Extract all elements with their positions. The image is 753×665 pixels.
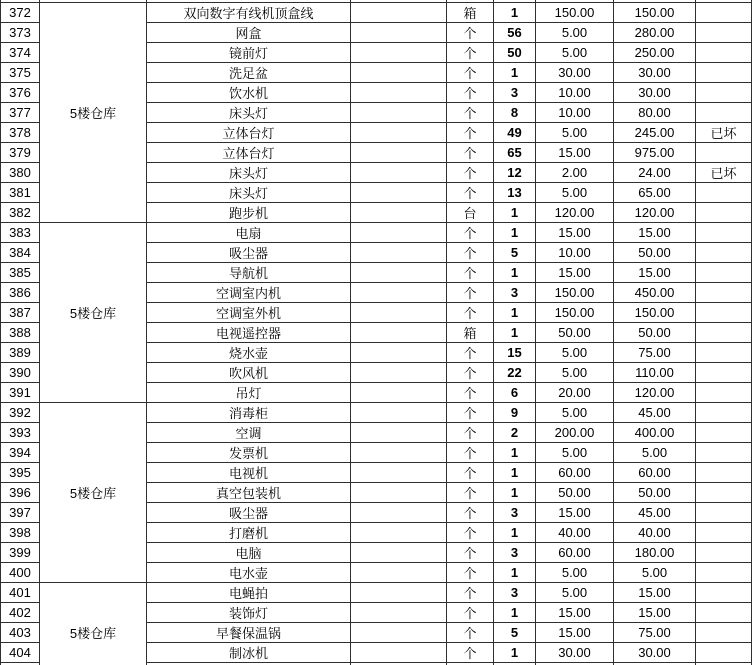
total-price-cell[interactable]: 110.00 [614,362,696,382]
note-cell[interactable] [696,502,752,522]
serial-cell[interactable]: 401 [1,582,40,602]
note-cell[interactable] [696,102,752,122]
total-price-cell[interactable]: 50.00 [614,482,696,502]
quantity-cell[interactable]: 1 [494,442,536,462]
unit-price-cell[interactable]: 150.00 [536,2,614,22]
unit-price-cell[interactable]: 20.00 [536,382,614,402]
total-price-cell[interactable]: 975.00 [614,142,696,162]
note-cell[interactable]: 已坏 [696,122,752,142]
unit-cell[interactable]: 个 [447,622,494,642]
unit-price-cell[interactable]: 5.00 [536,42,614,62]
item-name-cell[interactable]: 床头灯 [147,102,351,122]
unit-cell[interactable]: 个 [447,442,494,462]
unit-price-cell[interactable]: 15.00 [536,602,614,622]
total-price-cell[interactable]: 50.00 [614,242,696,262]
serial-cell[interactable]: 394 [1,442,40,462]
unit-price-cell[interactable]: 15.00 [536,622,614,642]
serial-cell[interactable]: 393 [1,422,40,442]
unit-cell[interactable]: 箱 [447,2,494,22]
quantity-cell[interactable]: 1 [494,522,536,542]
item-name-cell[interactable]: 消毒柜 [147,402,351,422]
spec-cell[interactable] [351,2,447,22]
spec-cell[interactable] [351,522,447,542]
total-price-cell[interactable]: 250.00 [614,42,696,62]
unit-price-cell[interactable]: 5.00 [536,582,614,602]
spec-cell[interactable] [351,422,447,442]
quantity-cell[interactable]: 3 [494,542,536,562]
note-cell[interactable] [696,362,752,382]
quantity-cell[interactable]: 1 [494,302,536,322]
quantity-cell[interactable]: 15 [494,342,536,362]
quantity-cell[interactable]: 2 [494,422,536,442]
item-name-cell[interactable]: 洗足盆 [147,62,351,82]
note-cell[interactable] [696,522,752,542]
quantity-cell[interactable]: 65 [494,142,536,162]
quantity-cell[interactable]: 1 [494,482,536,502]
spec-cell[interactable] [351,282,447,302]
total-price-cell[interactable]: 45.00 [614,502,696,522]
serial-cell[interactable]: 381 [1,182,40,202]
note-cell[interactable] [696,382,752,402]
note-cell[interactable] [696,142,752,162]
unit-cell[interactable]: 个 [447,262,494,282]
total-price-cell[interactable]: 120.00 [614,202,696,222]
quantity-cell[interactable]: 5 [494,242,536,262]
serial-cell[interactable]: 391 [1,382,40,402]
unit-price-cell[interactable]: 50.00 [536,322,614,342]
total-price-cell[interactable]: 280.00 [614,22,696,42]
quantity-cell[interactable]: 12 [494,162,536,182]
unit-price-cell[interactable]: 5.00 [536,342,614,362]
spec-cell[interactable] [351,162,447,182]
total-price-cell[interactable]: 450.00 [614,282,696,302]
total-price-cell[interactable]: 75.00 [614,342,696,362]
item-name-cell[interactable]: 吸尘器 [147,502,351,522]
spec-cell[interactable] [351,502,447,522]
spec-cell[interactable] [351,382,447,402]
unit-price-cell[interactable]: 200.00 [536,422,614,442]
unit-price-cell[interactable]: 30.00 [536,642,614,662]
spec-cell[interactable] [351,622,447,642]
serial-cell[interactable]: 386 [1,282,40,302]
serial-cell[interactable]: 389 [1,342,40,362]
unit-cell[interactable]: 个 [447,462,494,482]
serial-cell[interactable]: 374 [1,42,40,62]
note-cell[interactable] [696,302,752,322]
quantity-cell[interactable]: 1 [494,462,536,482]
serial-cell[interactable]: 395 [1,462,40,482]
unit-cell[interactable]: 个 [447,142,494,162]
unit-cell[interactable]: 个 [447,642,494,662]
serial-cell[interactable]: 377 [1,102,40,122]
serial-cell[interactable]: 403 [1,622,40,642]
spec-cell[interactable] [351,142,447,162]
unit-price-cell[interactable]: 50.00 [536,482,614,502]
spec-cell[interactable] [351,402,447,422]
total-price-cell[interactable]: 30.00 [614,62,696,82]
unit-cell[interactable]: 个 [447,122,494,142]
note-cell[interactable] [696,222,752,242]
item-name-cell[interactable]: 跑步机 [147,202,351,222]
note-cell[interactable] [696,582,752,602]
location-cell[interactable]: 5楼仓库 [40,402,147,582]
serial-cell[interactable]: 375 [1,62,40,82]
serial-cell[interactable]: 382 [1,202,40,222]
spec-cell[interactable] [351,362,447,382]
serial-cell[interactable]: 399 [1,542,40,562]
unit-price-cell[interactable]: 15.00 [536,502,614,522]
serial-cell[interactable]: 404 [1,642,40,662]
unit-price-cell[interactable]: 5.00 [536,182,614,202]
unit-cell[interactable]: 个 [447,402,494,422]
spec-cell[interactable] [351,242,447,262]
item-name-cell[interactable]: 空调室外机 [147,302,351,322]
total-price-cell[interactable]: 15.00 [614,262,696,282]
unit-cell[interactable]: 个 [447,22,494,42]
note-cell[interactable] [696,542,752,562]
total-price-cell[interactable]: 15.00 [614,222,696,242]
spec-cell[interactable] [351,22,447,42]
table-row [1,582,752,602]
unit-cell[interactable]: 个 [447,382,494,402]
unit-price-cell[interactable]: 5.00 [536,22,614,42]
unit-price-cell[interactable]: 5.00 [536,402,614,422]
quantity-cell[interactable]: 8 [494,102,536,122]
item-name-cell[interactable]: 真空包装机 [147,482,351,502]
note-cell[interactable] [696,22,752,42]
location-cell[interactable]: 5楼仓库 [40,582,147,665]
item-name-cell[interactable]: 电脑 [147,542,351,562]
note-cell[interactable]: 已坏 [696,162,752,182]
note-cell[interactable] [696,182,752,202]
note-cell[interactable] [696,562,752,582]
unit-price-cell[interactable]: 5.00 [536,362,614,382]
item-name-cell[interactable]: 电扇 [147,222,351,242]
unit-price-cell[interactable]: 30.00 [536,62,614,82]
serial-cell[interactable]: 383 [1,222,40,242]
quantity-cell[interactable]: 1 [494,222,536,242]
unit-cell[interactable]: 个 [447,362,494,382]
unit-price-cell[interactable]: 10.00 [536,102,614,122]
spec-cell[interactable] [351,462,447,482]
item-name-cell[interactable]: 双向数字有线机顶盒线 [147,2,351,22]
item-name-cell[interactable]: 制冰机 [147,642,351,662]
item-name-cell[interactable]: 网盒 [147,22,351,42]
unit-cell[interactable]: 个 [447,182,494,202]
total-price-cell[interactable]: 45.00 [614,402,696,422]
table-row [1,402,752,422]
spec-cell[interactable] [351,642,447,662]
note-cell[interactable] [696,62,752,82]
spec-cell[interactable] [351,482,447,502]
total-price-cell[interactable]: 5.00 [614,562,696,582]
quantity-cell[interactable]: 1 [494,322,536,342]
spec-cell[interactable] [351,102,447,122]
spec-cell[interactable] [351,62,447,82]
spec-cell[interactable] [351,222,447,242]
total-price-cell[interactable]: 40.00 [614,522,696,542]
serial-cell[interactable]: 387 [1,302,40,322]
item-name-cell[interactable]: 电水壶 [147,562,351,582]
note-cell[interactable] [696,402,752,422]
unit-cell[interactable]: 个 [447,582,494,602]
spec-cell[interactable] [351,182,447,202]
serial-cell[interactable]: 392 [1,402,40,422]
unit-cell[interactable]: 个 [447,542,494,562]
spec-cell[interactable] [351,582,447,602]
quantity-cell[interactable]: 6 [494,382,536,402]
unit-cell[interactable]: 个 [447,62,494,82]
serial-cell[interactable]: 385 [1,262,40,282]
unit-cell[interactable]: 个 [447,82,494,102]
item-name-cell[interactable]: 早餐保温锅 [147,622,351,642]
unit-price-cell[interactable]: 5.00 [536,562,614,582]
spec-cell[interactable] [351,542,447,562]
quantity-cell[interactable]: 22 [494,362,536,382]
unit-cell[interactable]: 台 [447,202,494,222]
item-name-cell[interactable]: 空调室内机 [147,282,351,302]
spec-cell[interactable] [351,602,447,622]
spec-cell[interactable] [351,342,447,362]
note-cell[interactable] [696,202,752,222]
serial-cell[interactable]: 379 [1,142,40,162]
unit-cell[interactable]: 个 [447,522,494,542]
note-cell[interactable] [696,342,752,362]
note-cell[interactable] [696,422,752,442]
quantity-cell[interactable]: 1 [494,602,536,622]
unit-cell[interactable]: 个 [447,342,494,362]
item-name-cell[interactable]: 吊灯 [147,382,351,402]
item-name-cell[interactable]: 电视遥控器 [147,322,351,342]
item-name-cell[interactable]: 饮水机 [147,82,351,102]
item-name-cell[interactable]: 吹风机 [147,362,351,382]
unit-cell[interactable]: 个 [447,242,494,262]
unit-price-cell[interactable]: 15.00 [536,262,614,282]
quantity-cell[interactable]: 49 [494,122,536,142]
quantity-cell[interactable]: 5 [494,622,536,642]
total-price-cell[interactable]: 50.00 [614,322,696,342]
note-cell[interactable] [696,42,752,62]
unit-price-cell[interactable]: 5.00 [536,122,614,142]
note-cell[interactable] [696,262,752,282]
serial-cell[interactable]: 397 [1,502,40,522]
unit-cell[interactable]: 个 [447,282,494,302]
item-name-cell[interactable]: 电蝇拍 [147,582,351,602]
quantity-cell[interactable]: 9 [494,402,536,422]
total-price-cell[interactable]: 180.00 [614,542,696,562]
serial-cell[interactable]: 390 [1,362,40,382]
quantity-cell[interactable]: 1 [494,62,536,82]
unit-price-cell[interactable]: 60.00 [536,542,614,562]
serial-cell[interactable]: 373 [1,22,40,42]
total-price-cell[interactable]: 150.00 [614,302,696,322]
total-price-cell[interactable]: 75.00 [614,622,696,642]
unit-price-cell[interactable]: 60.00 [536,462,614,482]
unit-price-cell[interactable]: 5.00 [536,442,614,462]
serial-cell[interactable]: 380 [1,162,40,182]
quantity-cell[interactable]: 1 [494,262,536,282]
table-row [1,2,752,22]
item-name-cell[interactable]: 床头灯 [147,162,351,182]
serial-cell[interactable]: 384 [1,242,40,262]
total-price-cell[interactable]: 30.00 [614,82,696,102]
spec-cell[interactable] [351,262,447,282]
note-cell[interactable] [696,322,752,342]
item-name-cell[interactable]: 床头灯 [147,182,351,202]
item-name-cell[interactable]: 导航机 [147,262,351,282]
spec-cell[interactable] [351,82,447,102]
quantity-cell[interactable]: 3 [494,282,536,302]
item-name-cell[interactable]: 发票机 [147,442,351,462]
serial-cell[interactable]: 372 [1,2,40,22]
quantity-cell[interactable]: 3 [494,82,536,102]
note-cell[interactable] [696,82,752,102]
note-cell[interactable] [696,602,752,622]
note-cell[interactable] [696,462,752,482]
serial-cell[interactable]: 400 [1,562,40,582]
serial-cell[interactable]: 376 [1,82,40,102]
unit-cell[interactable]: 个 [447,42,494,62]
item-name-cell[interactable]: 空调 [147,422,351,442]
unit-price-cell[interactable]: 150.00 [536,302,614,322]
serial-cell[interactable]: 396 [1,482,40,502]
unit-cell[interactable]: 个 [447,562,494,582]
note-cell[interactable] [696,482,752,502]
spec-cell[interactable] [351,202,447,222]
unit-cell[interactable]: 箱 [447,322,494,342]
note-cell[interactable] [696,242,752,262]
unit-cell[interactable]: 个 [447,302,494,322]
unit-price-cell[interactable]: 10.00 [536,242,614,262]
total-price-cell[interactable]: 150.00 [614,2,696,22]
unit-cell[interactable]: 个 [447,222,494,242]
item-name-cell[interactable]: 立体台灯 [147,142,351,162]
item-name-cell[interactable]: 镜前灯 [147,42,351,62]
unit-price-cell[interactable]: 2.00 [536,162,614,182]
serial-cell[interactable]: 378 [1,122,40,142]
spec-cell[interactable] [351,442,447,462]
note-cell[interactable] [696,282,752,302]
quantity-cell[interactable]: 1 [494,202,536,222]
note-cell[interactable] [696,642,752,662]
unit-price-cell[interactable]: 150.00 [536,282,614,302]
table-row [1,222,752,242]
spec-cell[interactable] [351,562,447,582]
unit-price-cell[interactable]: 40.00 [536,522,614,542]
serial-cell[interactable]: 402 [1,602,40,622]
serial-cell[interactable]: 398 [1,522,40,542]
total-price-cell[interactable]: 120.00 [614,382,696,402]
quantity-cell[interactable]: 1 [494,642,536,662]
total-price-cell[interactable]: 30.00 [614,642,696,662]
unit-cell[interactable]: 个 [447,502,494,522]
unit-cell[interactable]: 个 [447,422,494,442]
quantity-cell[interactable]: 3 [494,582,536,602]
item-name-cell[interactable]: 装饰灯 [147,602,351,622]
total-price-cell[interactable]: 400.00 [614,422,696,442]
total-price-cell[interactable]: 15.00 [614,582,696,602]
total-price-cell[interactable]: 5.00 [614,442,696,462]
item-name-cell[interactable]: 烧水壶 [147,342,351,362]
note-cell[interactable] [696,442,752,462]
spec-cell[interactable] [351,302,447,322]
unit-price-cell[interactable]: 15.00 [536,222,614,242]
unit-price-cell[interactable]: 120.00 [536,202,614,222]
unit-cell[interactable]: 个 [447,162,494,182]
spec-cell[interactable] [351,42,447,62]
quantity-cell[interactable]: 13 [494,182,536,202]
total-price-cell[interactable]: 15.00 [614,602,696,622]
total-price-cell[interactable]: 65.00 [614,182,696,202]
spec-cell[interactable] [351,122,447,142]
total-price-cell[interactable]: 245.00 [614,122,696,142]
quantity-cell[interactable]: 1 [494,562,536,582]
serial-cell[interactable]: 388 [1,322,40,342]
quantity-cell[interactable]: 1 [494,2,536,22]
item-name-cell[interactable]: 立体台灯 [147,122,351,142]
total-price-cell[interactable]: 60.00 [614,462,696,482]
unit-cell[interactable]: 个 [447,102,494,122]
item-name-cell[interactable]: 吸尘器 [147,242,351,262]
note-cell[interactable] [696,622,752,642]
quantity-cell[interactable]: 56 [494,22,536,42]
quantity-cell[interactable]: 50 [494,42,536,62]
location-cell[interactable]: 5楼仓库 [40,222,147,402]
note-cell[interactable] [696,2,752,22]
unit-price-cell[interactable]: 10.00 [536,82,614,102]
spec-cell[interactable] [351,322,447,342]
unit-price-cell[interactable]: 15.00 [536,142,614,162]
total-price-cell[interactable]: 24.00 [614,162,696,182]
item-name-cell[interactable]: 电视机 [147,462,351,482]
unit-cell[interactable]: 个 [447,602,494,622]
item-name-cell[interactable]: 打磨机 [147,522,351,542]
unit-cell[interactable]: 个 [447,482,494,502]
total-price-cell[interactable]: 80.00 [614,102,696,122]
location-cell[interactable]: 5楼仓库 [40,2,147,222]
quantity-cell[interactable]: 3 [494,502,536,522]
